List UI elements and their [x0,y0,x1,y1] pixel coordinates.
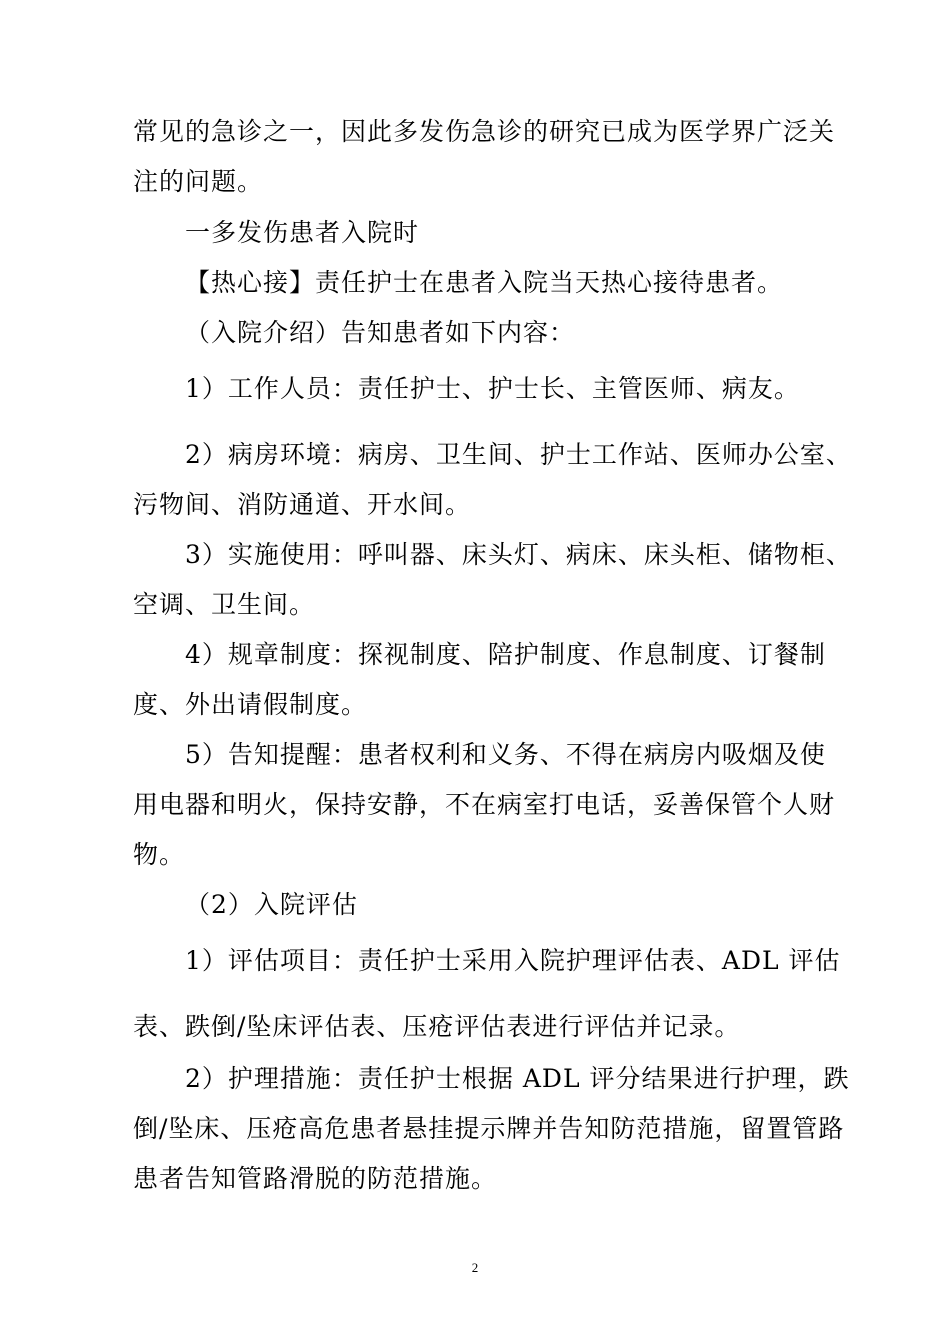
list-item: 2）病房环境：病房、卫生间、护士工作站、医师办公室、 [185,440,852,469]
subsection-heading: （2）入院评估 [185,890,358,919]
page-number: 2 [471,1260,479,1275]
list-item: 2）护理措施：责任护士根据 ADL 评分结果进行护理，跌 [185,1064,850,1093]
text-line: 物。 [133,840,186,869]
text-line: 用电器和明火，保持安静，不在病室打电话，妥善保管个人财 [133,790,836,819]
text-line: 倒/坠床、压疮高危患者悬挂提示牌并告知防范措施，留置管路 [133,1114,845,1143]
list-item: 3）实施使用：呼叫器、床头灯、病床、床头柜、储物柜、 [185,540,852,569]
text-line: 污物间、消防通道、开水间。 [133,490,472,519]
list-item: 1）工作人员：责任护士、护士长、主管医师、病友。 [185,374,800,403]
text-line: 表、跌倒/坠床评估表、压疮评估表进行评估并记录。 [133,1012,741,1041]
text-line: 常见的急诊之一，因此多发伤急诊的研究已成为医学界广泛关 [133,117,836,146]
text-line: 注的问题。 [133,167,264,196]
text-line: 【热心接】责任护士在患者入院当天热心接待患者。 [185,268,784,297]
list-item: 4）规章制度：探视制度、陪护制度、作息制度、订餐制 [185,640,826,669]
list-item: 1）评估项目：责任护士采用入院护理评估表、ADL 评估 [185,946,841,975]
subsection-heading: （入院介绍）告知患者如下内容： [185,318,576,347]
section-heading: 一多发伤患者入院时 [185,218,420,247]
text-line: 空调、卫生间。 [133,590,316,619]
text-line: 患者告知管路滑脱的防范措施。 [133,1164,498,1193]
list-item: 5）告知提醒：患者权利和义务、不得在病房内吸烟及使 [185,740,826,769]
text-line: 度、外出请假制度。 [133,690,368,719]
